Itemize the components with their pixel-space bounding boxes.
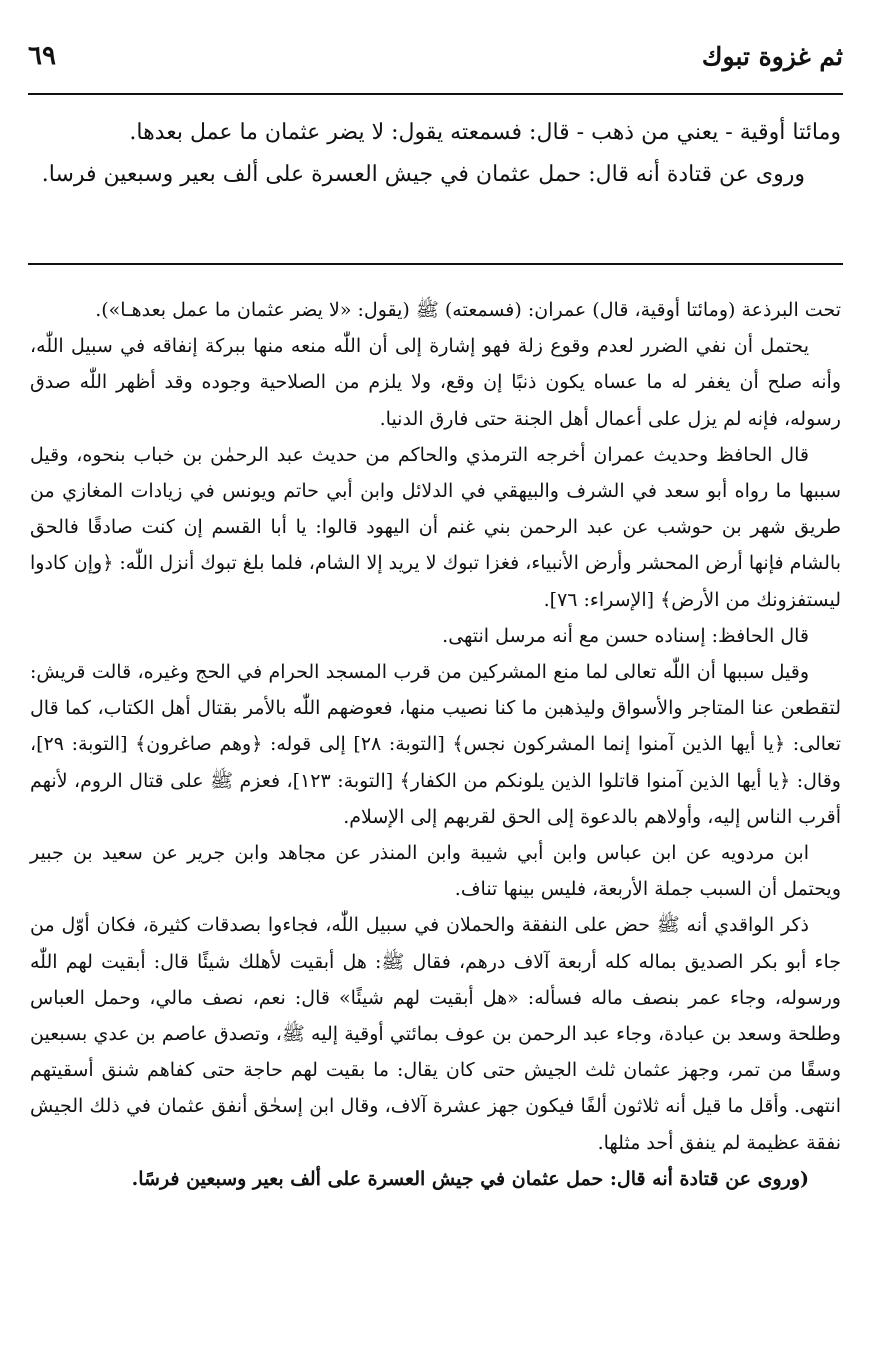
commentary-paragraph: قال الحافظ وحديث عمران أخرجه الترمذي والحاكم من حديث عبد الرحمٰن بن خباب بنحوه، وقيل سببها ما رواه أبو سعد في الشرف والبيهقي في الدلائل وابن أبي حاتم ويونس في زيادات المغازي من طريق شهر بن حوشب عن عبد الرحمن بني غنم أن اليهود قالوا: يا أبا القسم إن كنت صادقًا فالحق بالشام فإنها أرض المحشر وأرض الأنبياء، فغزا تبوك لا يريد إلا الشام، فلما بلغ تبوك أنزل اللّٰه: ﴿وإن كادوا ليستفزونك من الأرض﴾ [الإسراء: ٧٦]. [30, 443, 841, 611]
main-paragraph: ومائتا أوقية - يعني من ذهب - قال: فسمعته يقول: لا يضر عثمان ما عمل بعدها. [129, 120, 841, 145]
commentary-quoted-text: (وروى عن قتادة أنه قال: حمل عثمان في جيش العسرة على ألف بعير وسبعين فرسًا. [131, 1167, 809, 1190]
header-divider [28, 93, 843, 95]
main-paragraph: وروى عن قتادة أنه قال: حمل عثمان في جيش العسرة على ألف بعير وسبعين فرسا. [41, 162, 805, 187]
commentary-paragraph: قال الحافظ: إسناده حسن مع أنه مرسل انتهى. [442, 624, 809, 647]
main-text [30, 112, 841, 196]
running-title: ثم غزوة تبوك [701, 41, 843, 71]
text-divider [28, 263, 843, 265]
commentary-paragraph: ذكر الواقدي أنه ﷺ حض على النفقة والحملان في سبيل اللّٰه، فجاءوا بصدقات كثيرة، فكان أوّل من جاء أبو بكر الصديق بماله كله أربعة آلاف درهم، فقال ﷺ: هل أبقيت لأهلك شيئًا قال: أبقيت لهم اللّٰه ورسوله، وجاء عمر بنصف ماله فسأله: «هل أبقيت لهم شيئًا» قال: نعم، نصف مالي، وحمل العباس وطلحة وسعد بن عبادة، وجاء عبد الرحمن بن عوف بمائتي أوقية إليه ﷺ، وتصدق عاصم بن عدي بسبعين وسقًا من تمر، وجهز عثمان ثلث الجيش حتى كان يقال: ما بقيت لهم حاجة حتى كفاهم شنق أسقيتهم انتهى. وأقل ما قيل أنه ثلاثون ألفًا فيكون جهز عشرة آلاف، وقال ابن إسحٰق أنفق عثمان في ذلك الجيش نفقة عظيمة لم ينفق أحد مثلها. [30, 914, 841, 1154]
commentary-paragraph: تحت البرذعة (ومائتا أوقية، قال) عمران: (فسمعته) ﷺ (يقول: «لا يضر عثمان ما عمل بعدهـا»). [95, 299, 841, 321]
commentary-text [30, 292, 841, 1197]
commentary-paragraph: وقيل سببها أن اللّٰه تعالى لما منع المشركين من قرب المسجد الحرام في الحج وغيره، قالت قريش: لتقطعن عنا المتاجر والأسواق وليذهبن ما كنا نصيب منها، فعوضهم اللّٰه بالأمر بقتال أهل الكتاب، كما قال تعالى: ﴿يا أيها الذين آمنوا إنما المشركون نجس﴾ [التوبة: ٢٨] إلى قوله: ﴿وهم صاغرون﴾ [التوبة: ٢٩]، وقال: ﴿يا أيها الذين آمنوا قاتلوا الذين يلونكم من الكفار﴾ [التوبة: ١٢٣]، فعزم ﷺ على قتال الروم، لأنهم أقرب الناس إليه، وأولاهم بالدعوة إلى الحق لقربهم إلى الإسلام. [30, 661, 842, 828]
page-number: ٦٩ [28, 41, 56, 71]
commentary-paragraph: ابن مردويه عن ابن عباس وابن أبي شيبة وابن المنذر عن مجاهد وابن جرير عن سعيد بن جبير ويحتمل أن السبب جملة الأربعة، فليس بينها تناف. [30, 842, 841, 901]
page-header [28, 30, 843, 82]
commentary-paragraph: يحتمل أن نفي الضرر لعدم وقوع زلة فهو إشارة إلى أن اللّٰه منعه منها ببركة إنفاقه في سبيل اللّٰه، وأنه صلح أن يغفر له ما عساه يكون ذنبًا إن وقع، ولا يلزم من الصلاحية وجوده وقد أظهر اللّٰه صدق رسوله، فإنه لم يزل على أعمال أهل الجنة حتى فارق الدنيا. [30, 335, 841, 430]
